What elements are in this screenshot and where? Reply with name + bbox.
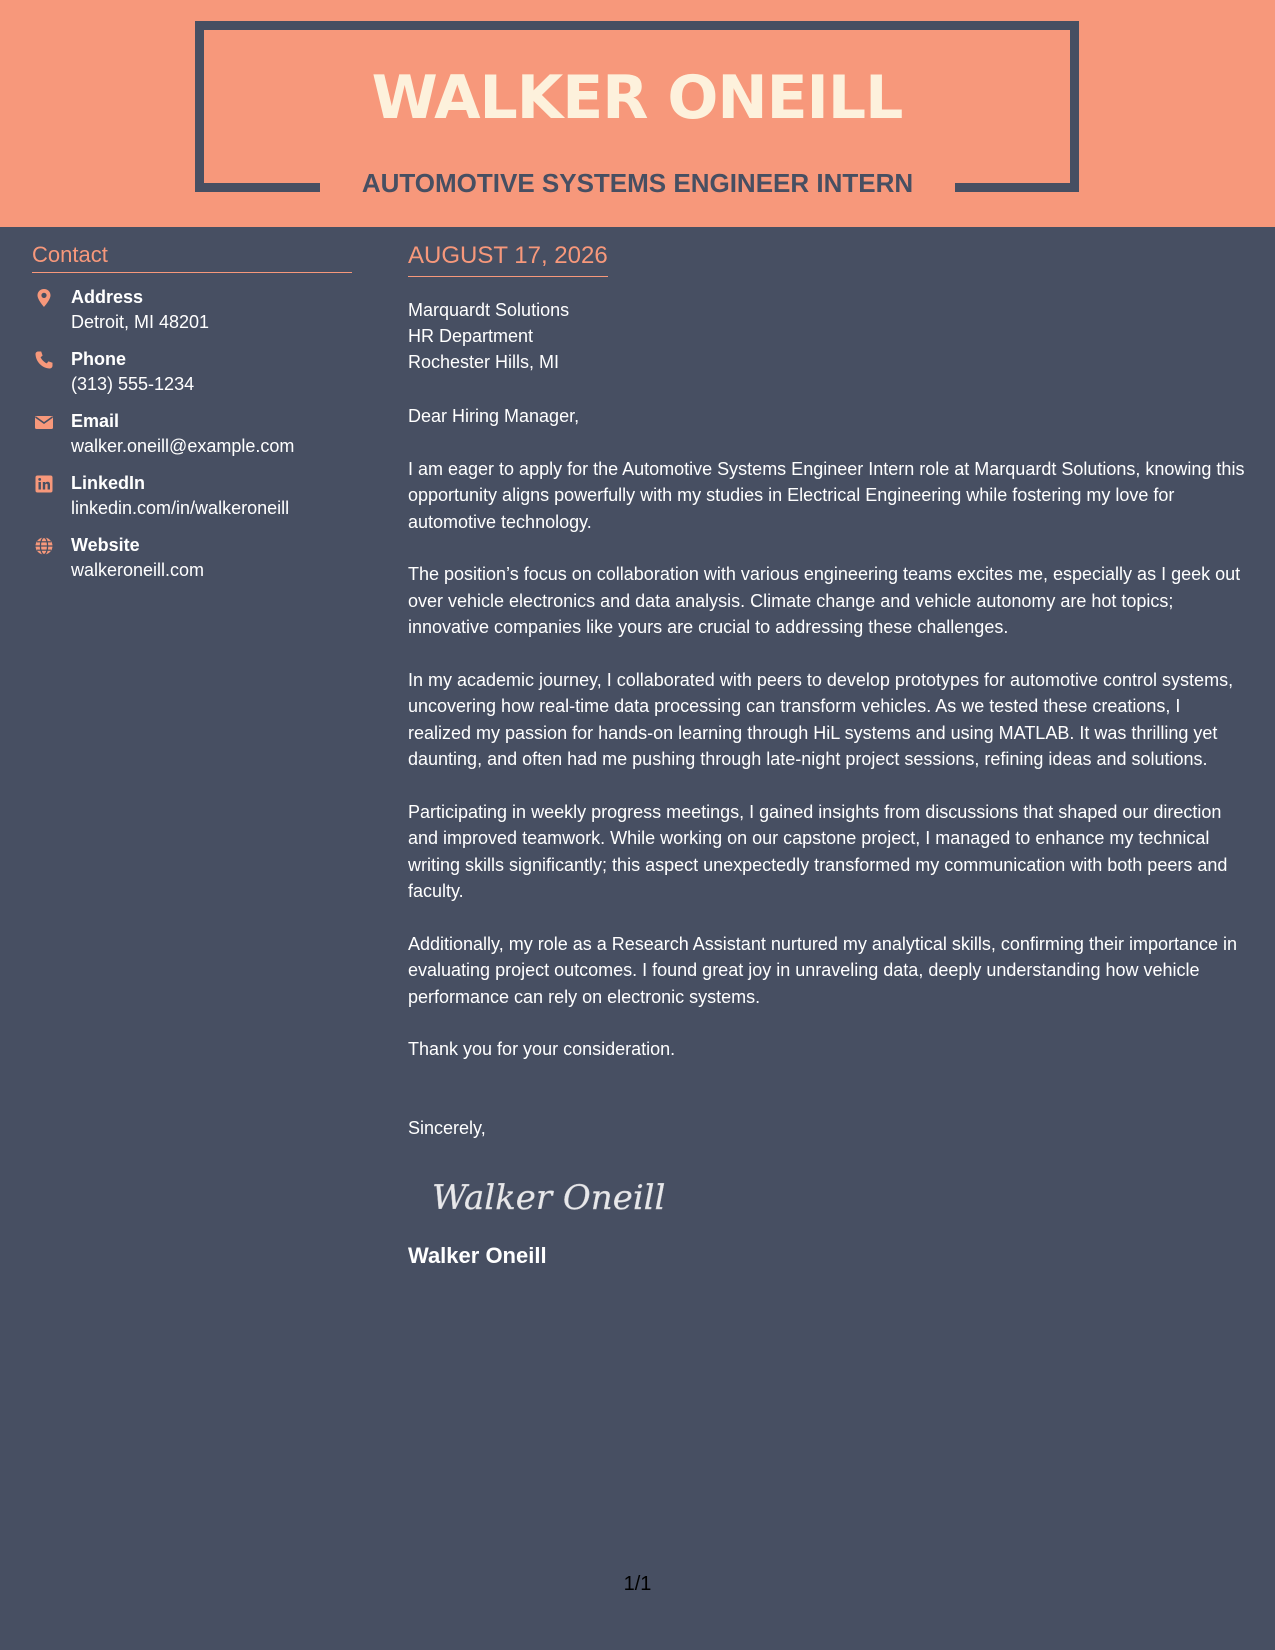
contact-value: walkeroneill.com — [71, 560, 205, 580]
contact-item-linkedin — [32, 471, 352, 521]
contact-sidebar — [32, 240, 352, 583]
signer-name: Walker Oneill — [408, 1243, 547, 1268]
handwritten-signature — [428, 1171, 668, 1221]
thank-you-line: Thank you for your consideration. — [408, 1039, 676, 1059]
paragraph: Additionally, my role as a Research Assistant nurtured my analytical skills, confirming their importance in evaluating project outcomes. I found great joy in unraveling data, deeply understanding how vehicle performance can rely on electronic systems. — [408, 933, 1238, 1007]
contact-heading: Contact — [32, 240, 352, 273]
linkedin-icon — [34, 474, 54, 494]
contact-label: Website — [71, 535, 140, 555]
map-pin-icon — [34, 288, 54, 308]
contact-label: Phone — [71, 349, 127, 369]
recipient-department: HR Department — [408, 326, 534, 346]
envelope-icon — [34, 412, 54, 432]
globe-icon — [34, 536, 54, 556]
contact-item-phone — [32, 347, 352, 397]
recipient-block — [408, 297, 1248, 375]
paragraph: I am eager to apply for the Automotive Systems Engineer Intern role at Marquardt Solutions, knowing this opportunity aligns powerfully with my studies in Electrical Engineering while fostering my love for automotive technology. — [408, 458, 1245, 532]
recipient-location: Rochester Hills, MI — [408, 352, 560, 372]
contact-label: LinkedIn — [71, 473, 146, 493]
contact-value: (313) 555-1234 — [71, 374, 195, 394]
header-banner — [0, 0, 1275, 227]
contact-value: walker.oneill@example.com — [71, 436, 295, 456]
contact-item-address — [32, 285, 352, 335]
contact-item-website — [32, 533, 352, 583]
contact-item-email — [32, 409, 352, 459]
paragraph: Participating in weekly progress meetings, I gained insights from discussions that shaped our direction and improved teamwork. While working on our capstone project, I managed to enhance my technical writing skills significantly; this aspect unexpectedly transformed my communication with both peers and faculty. — [408, 801, 1228, 901]
contact-value: Detroit, MI 48201 — [71, 312, 210, 332]
job-title: AUTOMOTIVE SYSTEMS ENGINEER INTERN — [361, 168, 914, 198]
paragraph: In my academic journey, I collaborated with peers to develop prototypes for automotive control systems, uncovering how real-time data processing can transform vehicles. As we tested these creations, I realized my passion for hands-on learning through HiL systems and using MATLAB. It was thrilling yet daunting, and often had me pushing through late-night project sessions, refining ideas and solutions. — [408, 669, 1234, 769]
phone-icon — [34, 350, 54, 370]
applicant-name: WALKER ONEILL — [371, 63, 903, 133]
signature-text: Walker Oneill — [432, 1178, 666, 1218]
contact-value: linkedin.com/in/walkeroneill — [71, 498, 290, 518]
letter-date: AUGUST 17, 2026 — [408, 240, 608, 277]
page-number: 1/1 — [623, 1573, 652, 1595]
contact-label: Address — [71, 287, 144, 307]
letter-body — [408, 240, 1248, 1271]
contact-label: Email — [71, 411, 120, 431]
closing: Sincerely, — [408, 1117, 486, 1138]
frame-bottom-right — [955, 183, 1079, 192]
recipient-company: Marquardt Solutions — [408, 300, 570, 320]
salutation: Dear Hiring Manager, — [408, 406, 580, 426]
frame-bottom-left — [195, 183, 320, 192]
paragraph: The position’s focus on collaboration with various engineering teams excites me, especially as I geek out over vehicle electronics and data analysis. Climate change and vehicle autonomy are hot topics; innovative companies like yours are crucial to addressing these challenges. — [408, 564, 1241, 637]
